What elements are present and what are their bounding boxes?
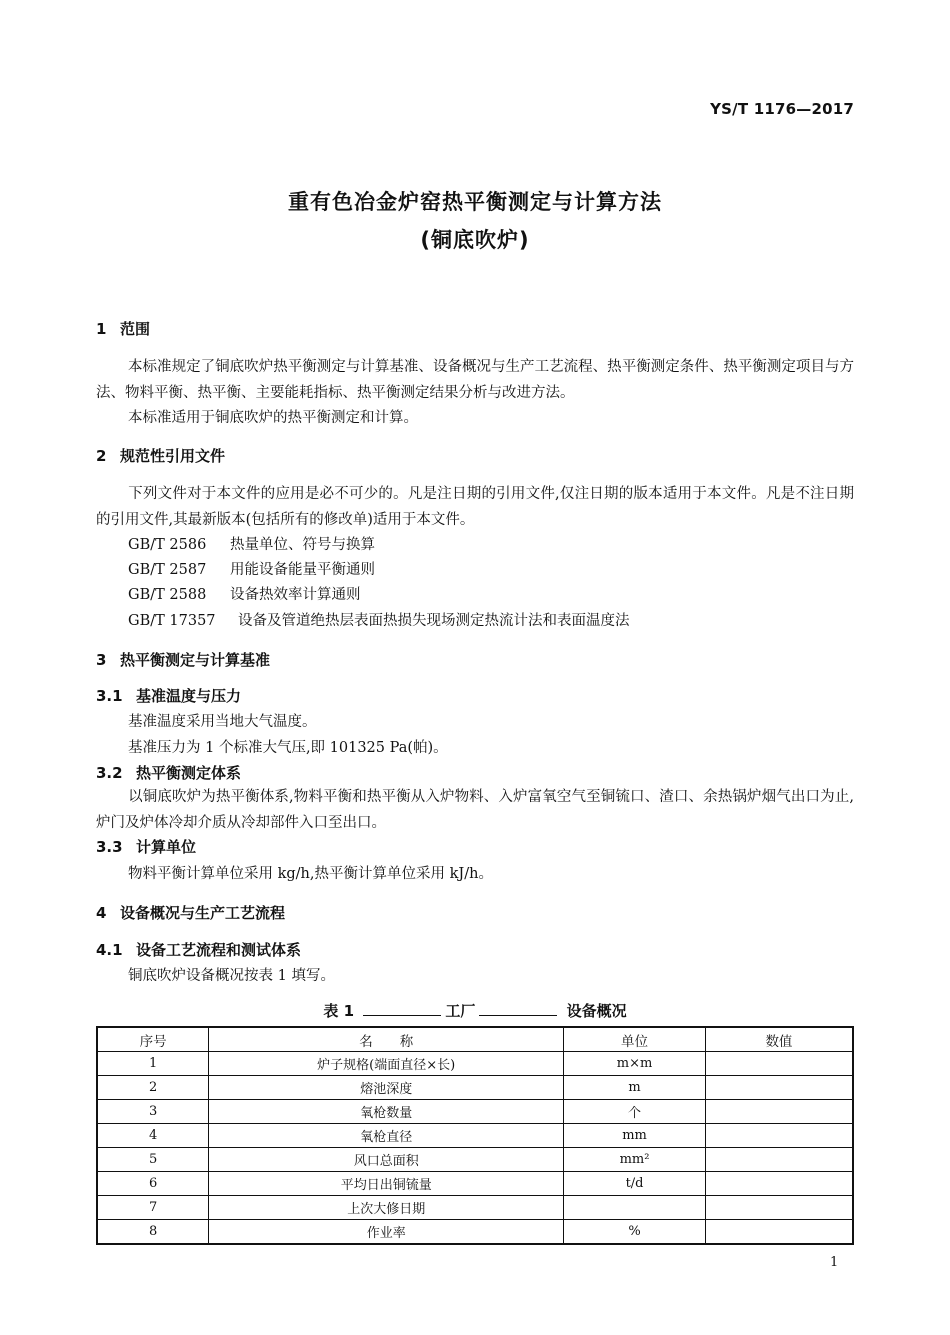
section-2-paragraph-1	[96, 482, 854, 533]
cell: m×m	[564, 1052, 706, 1076]
paragraph-line: 物料平衡计算单位采用 kg/h,热平衡计算单位采用 kJ/h。	[128, 866, 493, 882]
header-cell: 名 称	[209, 1027, 564, 1052]
section-3-1-heading	[96, 685, 241, 706]
table-caption	[0, 1000, 950, 1021]
cell: 2	[97, 1076, 209, 1100]
reference-code: GB/T 2588	[128, 587, 207, 603]
section-title: 热平衡测定与计算基准	[120, 651, 271, 669]
table-title: 设备概况	[566, 1002, 627, 1020]
subsection-title: 计算单位	[136, 838, 197, 856]
subsection-title: 基准温度与压力	[136, 687, 242, 705]
cell	[564, 1196, 706, 1220]
cell: t/d	[564, 1172, 706, 1196]
equipment-blank	[479, 1003, 557, 1016]
reference-name: 设备及管道绝热层表面热损失现场测定热流计法和表面温度法	[238, 613, 630, 629]
table-row	[97, 1220, 853, 1245]
cell	[705, 1124, 853, 1148]
cell: 氧枪直径	[209, 1124, 564, 1148]
section-2-heading	[96, 445, 225, 466]
cell: 7	[97, 1196, 209, 1220]
cell: 个	[564, 1100, 706, 1124]
table-row	[97, 1052, 853, 1076]
reference-name: 用能设备能量平衡通则	[230, 562, 375, 578]
section-title: 设备概况与生产工艺流程	[120, 904, 286, 922]
paragraph-line: 基准压力为 1 个标准大气压,即 101325 Pa(帕)。	[128, 740, 448, 756]
section-4-1-heading	[96, 939, 301, 960]
section-3-3-heading	[96, 836, 196, 857]
reference-name: 设备热效率计算通则	[230, 587, 361, 603]
section-1-heading	[96, 318, 150, 339]
cell	[705, 1076, 853, 1100]
reference-code: GB/T 2587	[128, 562, 207, 578]
section-title: 规范性引用文件	[120, 447, 226, 465]
equipment-overview-table	[96, 1026, 854, 1245]
cell: 氧枪数量	[209, 1100, 564, 1124]
table-factory-label: 工厂	[445, 1002, 476, 1020]
subsection-number: 3.1	[96, 687, 123, 705]
subsection-number: 3.3	[96, 838, 123, 856]
cell	[705, 1148, 853, 1172]
cell	[705, 1196, 853, 1220]
header-cell: 单位	[564, 1027, 706, 1052]
cell: 5	[97, 1148, 209, 1172]
paragraph-text: 下列文件对于本文件的应用是必不可少的。凡是注日期的引用文件,仅注日期的版本适用于本文件。凡是不注日期的引用文件,其最新版本(包括所有的修改单)适用于本文件。	[96, 486, 854, 528]
section-1-paragraph-1	[96, 355, 854, 406]
subsection-title: 热平衡测定体系	[136, 764, 242, 782]
paragraph-text: 以铜底吹炉为热平衡体系,物料平衡和热平衡从入炉物料、入炉富氧空气至铜锍口、渣口、余热锅炉烟气出口为止,炉门及炉体冷却介质从冷却部件入口至出口。	[96, 789, 854, 831]
reference-item	[128, 583, 361, 604]
cell: 作业率	[209, 1220, 564, 1245]
table-row	[97, 1124, 853, 1148]
page-number: 1	[830, 1255, 839, 1270]
section-title: 范围	[120, 320, 151, 338]
paragraph-text: 本标准适用于铜底吹炉的热平衡测定和计算。	[128, 410, 418, 426]
paragraph-line: 基准温度采用当地大气温度。	[128, 714, 317, 730]
subsection-number: 3.2	[96, 764, 123, 782]
document-subtitle: (铜底吹炉)	[420, 228, 530, 252]
cell: 熔池深度	[209, 1076, 564, 1100]
subsection-title: 设备工艺流程和测试体系	[136, 941, 302, 959]
cell: 炉子规格(端面直径×长)	[209, 1052, 564, 1076]
table-row	[97, 1076, 853, 1100]
table-row	[97, 1172, 853, 1196]
section-3-2-paragraph	[96, 785, 854, 836]
cell: 上次大修日期	[209, 1196, 564, 1220]
paragraph-text: 本标准规定了铜底吹炉热平衡测定与计算基准、设备概况与生产工艺流程、热平衡测定条件、热平衡测定项目与方法、物料平衡、热平衡、主要能耗指标、热平衡测定结果分析与改进方法。	[96, 359, 854, 401]
cell	[705, 1220, 853, 1245]
table-label: 表 1	[323, 1002, 355, 1020]
table-header-row	[97, 1027, 853, 1052]
section-number: 1	[96, 320, 107, 338]
document-title: 重有色冶金炉窑热平衡测定与计算方法	[288, 190, 662, 214]
section-number: 4	[96, 904, 107, 922]
cell: 6	[97, 1172, 209, 1196]
reference-code: GB/T 17357	[128, 613, 216, 629]
cell	[705, 1172, 853, 1196]
cell: mm	[564, 1124, 706, 1148]
cell: 1	[97, 1052, 209, 1076]
table-row	[97, 1100, 853, 1124]
section-number: 2	[96, 447, 107, 465]
subsection-number: 4.1	[96, 941, 123, 959]
paragraph-line: 铜底吹炉设备概况按表 1 填写。	[128, 968, 335, 984]
reference-code: GB/T 2586	[128, 537, 207, 553]
section-number: 3	[96, 651, 107, 669]
standard-code: YS/T 1176—2017	[710, 100, 854, 118]
cell: 4	[97, 1124, 209, 1148]
reference-item	[128, 609, 630, 630]
table-row	[97, 1196, 853, 1220]
factory-blank	[363, 1003, 441, 1016]
cell: 3	[97, 1100, 209, 1124]
section-1-paragraph-2	[96, 406, 854, 432]
header-cell: 序号	[97, 1027, 209, 1052]
cell	[705, 1100, 853, 1124]
header-cell: 数值	[705, 1027, 853, 1052]
cell: mm²	[564, 1148, 706, 1172]
reference-item	[128, 533, 375, 554]
reference-name: 热量单位、符号与换算	[230, 537, 375, 553]
section-3-2-heading	[96, 762, 241, 783]
reference-item	[128, 558, 375, 579]
cell: %	[564, 1220, 706, 1245]
cell	[705, 1052, 853, 1076]
cell: 8	[97, 1220, 209, 1245]
section-4-heading	[96, 902, 285, 923]
cell: m	[564, 1076, 706, 1100]
table-row	[97, 1148, 853, 1172]
section-3-heading	[96, 649, 270, 670]
cell: 风口总面积	[209, 1148, 564, 1172]
cell: 平均日出铜锍量	[209, 1172, 564, 1196]
